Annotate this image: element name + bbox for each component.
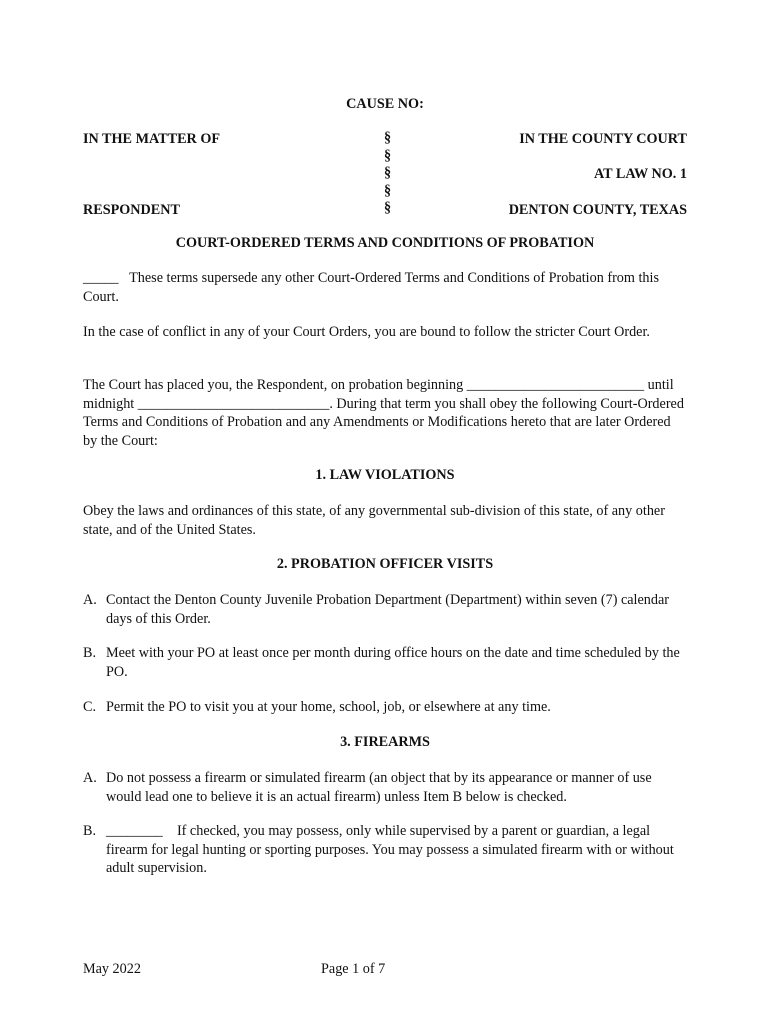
court-name-line1: IN THE COUNTY COURT [519,131,687,147]
cause-number: CAUSE NO: [346,96,424,112]
supersede-text: These terms supersede any other Court-Ordered Terms and Conditions of Probation from this Court. [83,270,659,305]
section-symbol: § [384,130,392,146]
item-text: If checked, you may possess, only while supervised by a parent or guardian, a legal firearm for legal hunting or sporting purposes. You may possess a simulated firearm with or without adult supervision. [106,823,674,876]
item-label: C. [83,699,97,715]
probation-end-blank[interactable]: ___________________________ [137,395,330,412]
item-text: Contact the Denton County Juvenile Probation Department (Department) within seven (7) calendar days of this Order. [106,592,670,627]
item-label: A. [83,592,97,608]
probation-start-blank[interactable]: _________________________ [466,377,645,393]
footer-date: May 2022 [83,961,141,977]
respondent-label: RESPONDENT [83,202,180,218]
section-3-item-b [83,822,688,878]
item-label: B. [83,645,97,661]
section-symbol: § [384,200,392,216]
item-label: B. [83,823,97,839]
document-title: COURT-ORDERED TERMS AND CONDITIONS OF PROBATION [175,235,595,251]
matter-of-label: IN THE MATTER OF [83,131,221,147]
section-2-item-b [83,644,688,681]
section-2-item-c [83,698,688,717]
section-1-body: Obey the laws and ordinances of this state, of any governmental sub-division of this state, of any other state, and of the United States. [83,503,665,538]
court-name-line2: AT LAW NO. 1 [593,166,687,182]
supersede-blank[interactable]: _____ [83,270,119,286]
item-text: Do not possess a firearm or simulated firearm (an object that by its appearance or manner of use would lead one to believe it is an actual firearm) unless Item B below is checked. [106,770,652,805]
court-name-line3: DENTON COUNTY, TEXAS [508,202,687,218]
supersede-paragraph [83,269,688,306]
section-2-heading: 2. PROBATION OFFICER VISITS [276,556,494,572]
item-text: Permit the PO to visit you at your home, school, job, or elsewhere at any time. [106,699,551,715]
placed-text-1: The Court has placed you, the Respondent, on probation beginning [83,377,464,393]
section-3-item-a [83,769,688,806]
section-symbol: § [384,182,392,199]
placed-text-3: . During that term you shall obey the following Court-Ordered Terms and Conditions of Probation and any Amendments or Modifications hereto that are later Ordered by the Court: [83,395,684,449]
section-1-heading: 1. LAW VIOLATIONS [315,467,455,483]
footer-page-number: Page 1 of 7 [321,961,386,977]
firearm-permission-blank[interactable]: ________ [106,823,163,839]
item-label: A. [83,770,97,786]
section-symbol-column [384,130,391,218]
section-symbol: § [384,147,392,164]
conflict-paragraph: In the case of conflict in any of your Court Orders, you are bound to follow the stricter Court Order. [83,324,650,340]
item-text: Meet with your PO at least once per month during office hours on the date and time scheduled by the PO. [106,645,680,680]
placed-text-2: until midnight [83,377,674,412]
probation-term-paragraph [83,376,688,450]
section-symbol: § [384,165,392,181]
section-3-heading: 3. FIREARMS [340,734,430,750]
section-2-item-a [83,591,688,628]
